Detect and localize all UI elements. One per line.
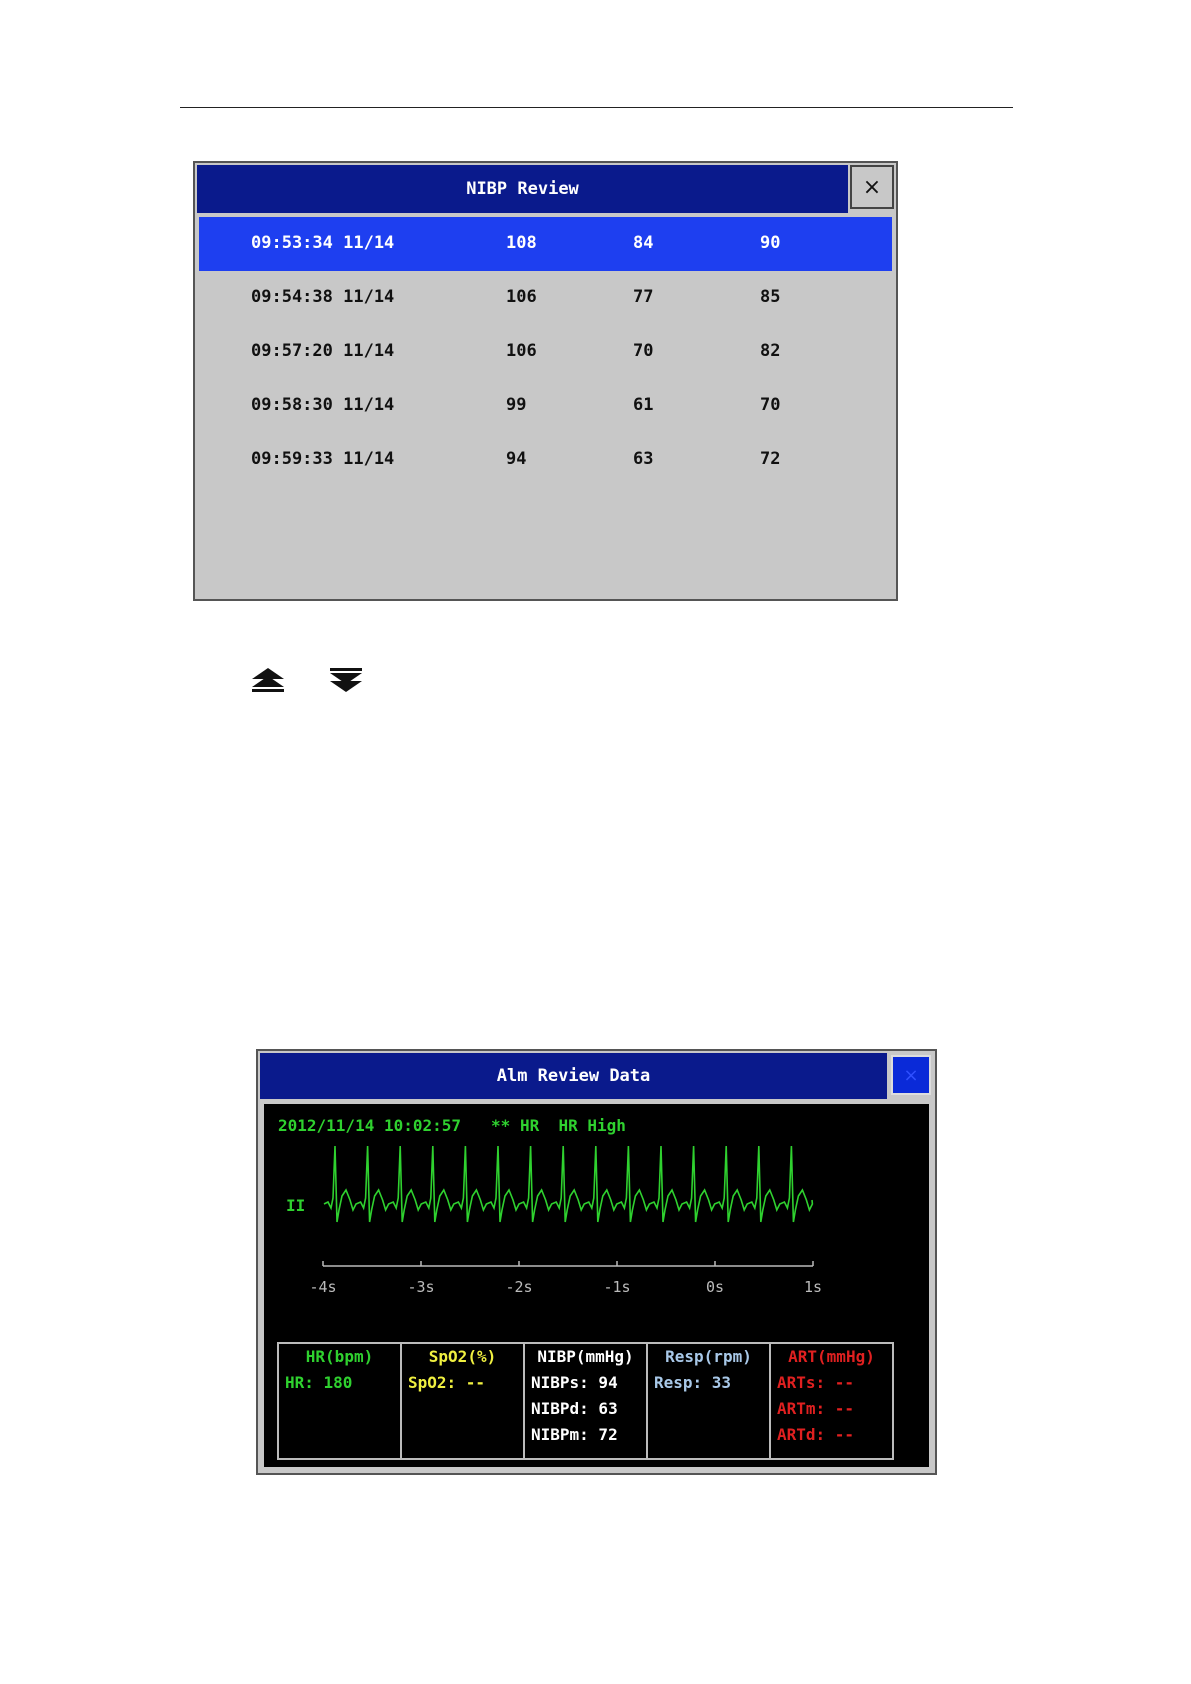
record-diastolic: 61 xyxy=(633,395,654,415)
resp-cell xyxy=(647,1343,770,1459)
alarm-level: ** xyxy=(491,1116,511,1135)
nibp-cell xyxy=(524,1343,647,1459)
record-time: 09:57:20 11/14 xyxy=(251,341,395,361)
art-mean-value: ARTm: -- xyxy=(777,1399,855,1418)
art-header: ART(mmHg) xyxy=(788,1347,875,1366)
record-time: 09:58:30 11/14 xyxy=(251,395,395,415)
record-systolic: 106 xyxy=(506,341,537,361)
page-header-rule xyxy=(180,107,1013,108)
nibp-record-row[interactable] xyxy=(199,217,892,271)
alarm-event-time: 2012/11/14 10:02:57 xyxy=(278,1116,462,1135)
alarm-description: HR High xyxy=(558,1116,626,1135)
resp-header: Resp(rpm) xyxy=(665,1347,752,1366)
record-mean: 90 xyxy=(760,233,781,253)
hr-cell xyxy=(278,1343,401,1459)
page-down-icon[interactable] xyxy=(330,668,362,692)
nibp-record-row[interactable] xyxy=(199,271,892,325)
nibp-review-window xyxy=(193,161,898,601)
nibp-systolic-value: NIBPs: 94 xyxy=(531,1373,618,1392)
nibp-review-title: NIBP Review xyxy=(197,165,848,213)
record-diastolic: 63 xyxy=(633,449,654,469)
art-diastolic-value: ARTd: -- xyxy=(777,1425,855,1444)
nibp-record-row[interactable] xyxy=(199,325,892,379)
record-mean: 85 xyxy=(760,287,781,307)
spo2-header: SpO2(%) xyxy=(428,1347,497,1366)
ecg-lead-label: II xyxy=(286,1196,306,1215)
record-time: 09:59:33 11/14 xyxy=(251,449,395,469)
record-systolic: 94 xyxy=(506,449,527,469)
record-systolic: 99 xyxy=(506,395,527,415)
time-axis-label: -3s xyxy=(407,1278,435,1296)
page-up-icon[interactable] xyxy=(252,668,284,692)
resp-value: Resp: 33 xyxy=(654,1373,732,1392)
record-mean: 70 xyxy=(760,395,781,415)
alarm-event-header xyxy=(278,1116,626,1135)
close-icon: × xyxy=(903,1064,919,1086)
hr-header: HR(bpm) xyxy=(305,1347,374,1366)
time-axis-label: -2s xyxy=(505,1278,533,1296)
time-axis-label: -4s xyxy=(309,1278,337,1296)
art-cell xyxy=(770,1343,893,1459)
time-axis-label: -1s xyxy=(603,1278,631,1296)
nibp-diastolic-value: NIBPd: 63 xyxy=(531,1399,618,1418)
record-diastolic: 84 xyxy=(633,233,654,253)
time-axis-label: 0s xyxy=(705,1278,725,1296)
record-diastolic: 70 xyxy=(633,341,654,361)
record-mean: 72 xyxy=(760,449,781,469)
alarm-review-window xyxy=(256,1049,937,1475)
record-mean: 82 xyxy=(760,341,781,361)
record-systolic: 108 xyxy=(506,233,537,253)
parameter-table xyxy=(277,1342,894,1460)
hr-value: HR: 180 xyxy=(285,1373,353,1392)
alarm-review-title: Alm Review Data xyxy=(260,1053,887,1099)
nibp-record-row[interactable] xyxy=(199,379,892,433)
ecg-waveform-area xyxy=(264,1104,929,1334)
close-icon: × xyxy=(862,174,882,200)
alarm-parameter: HR xyxy=(519,1116,540,1135)
nibp-header: NIBP(mmHg) xyxy=(537,1347,634,1366)
spo2-value: SpO2: -- xyxy=(408,1373,486,1392)
close-button[interactable] xyxy=(891,1055,931,1095)
record-diastolic: 77 xyxy=(633,287,654,307)
time-axis-label: 1s xyxy=(803,1278,823,1296)
close-button[interactable] xyxy=(850,165,894,209)
record-time: 09:53:34 11/14 xyxy=(251,233,395,253)
art-systolic-value: ARTs: -- xyxy=(777,1373,855,1392)
record-time: 09:54:38 11/14 xyxy=(251,287,395,307)
spo2-cell xyxy=(401,1343,524,1459)
record-systolic: 106 xyxy=(506,287,537,307)
nibp-record-row[interactable] xyxy=(199,433,892,487)
nibp-record-list xyxy=(199,217,892,487)
ecg-waveform xyxy=(324,1146,812,1222)
nibp-mean-value: NIBPm: 72 xyxy=(531,1425,618,1444)
alarm-review-screen xyxy=(264,1104,929,1467)
